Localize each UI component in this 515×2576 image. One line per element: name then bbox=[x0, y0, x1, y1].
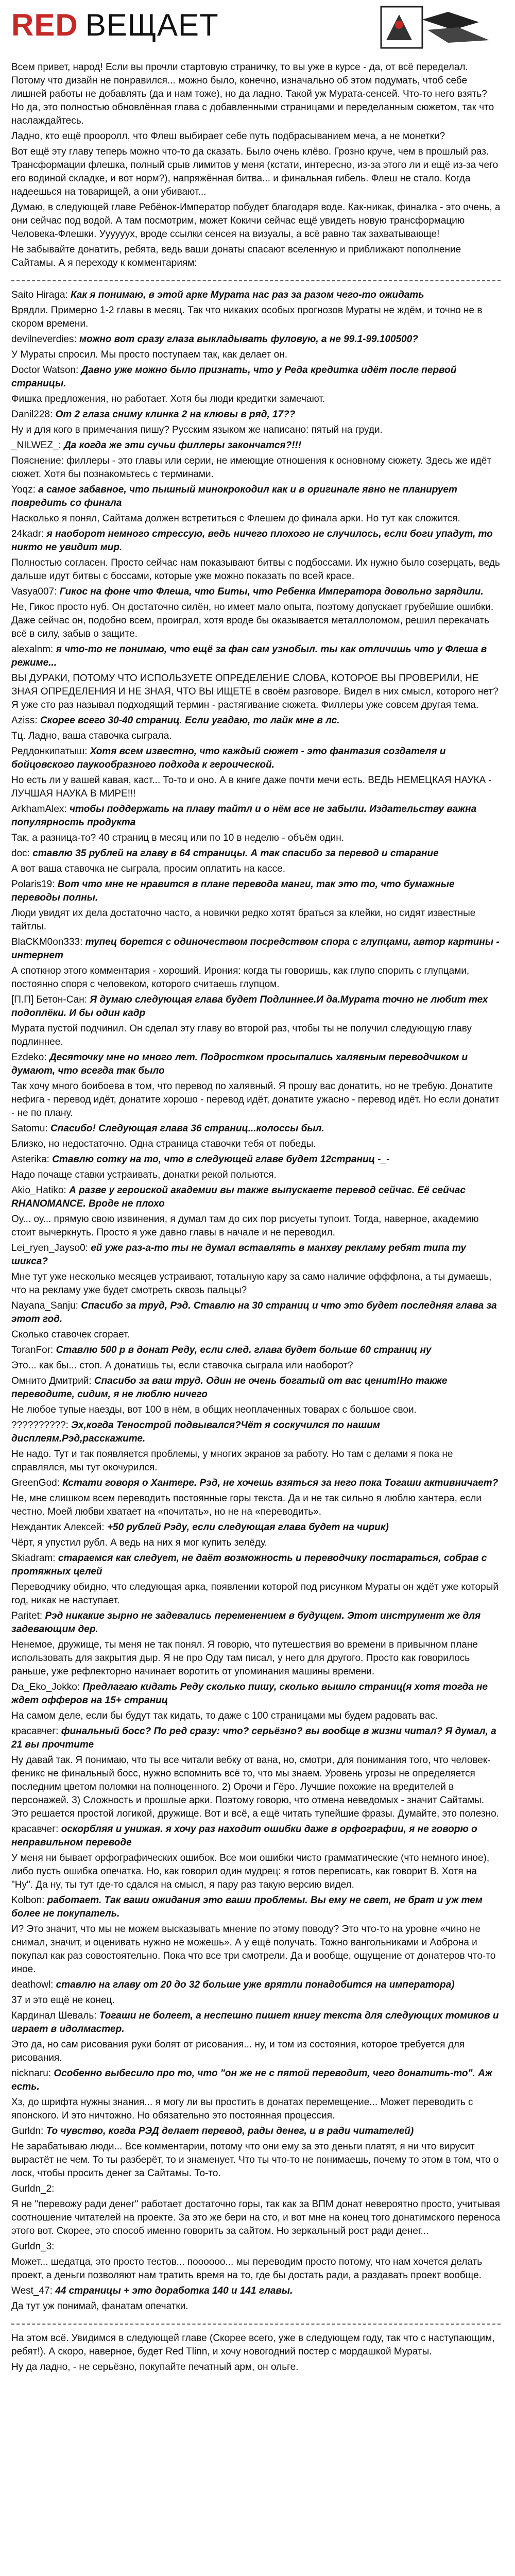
name-separator: : bbox=[45, 1123, 51, 1134]
comment-block bbox=[11, 1978, 501, 2007]
commenter-name: 24kadr bbox=[11, 529, 42, 539]
outro-section bbox=[11, 2332, 501, 2374]
reply-text: А вот ваша ставочка не сыграла, просим оплатить на кассе. bbox=[11, 863, 285, 874]
name-separator: : bbox=[65, 290, 71, 300]
comment-quote-line bbox=[11, 803, 501, 829]
reply-text: Не любое тупые наезды, вот 100 в нём, в общих неоплаченных товарах с большое свои. bbox=[11, 1404, 417, 1415]
comment-block bbox=[11, 585, 501, 641]
comment-block bbox=[11, 1521, 501, 1550]
comment-block bbox=[11, 1725, 501, 1821]
commenter-name: alexalnm bbox=[11, 644, 51, 655]
comment-quote-line bbox=[11, 1609, 501, 1636]
comment-quote-line bbox=[11, 1894, 501, 1921]
reply-text: У Мураты спросил. Мы просто поступаем так, как делает он. bbox=[11, 349, 288, 360]
reply-text: Врядли. Примерно 1-2 главы в месяц. Так что никаких особых прогнозов Мураты не ждём, и точно не в скором времени. bbox=[11, 305, 483, 329]
name-separator: : bbox=[65, 1420, 72, 1431]
commenter-quote: Десяточку мне но много лет. Подростком просыпались халявным переводчиком и думают, что всегда так было bbox=[11, 1052, 468, 1076]
commenter-name: ArkhamAlex bbox=[11, 804, 64, 815]
comment-quote-line bbox=[11, 528, 501, 554]
section-divider bbox=[11, 280, 501, 281]
commenter-name: Реддонкипатыш bbox=[11, 746, 85, 757]
reply-text: Полностью согласен. Просто сейчас нам показывают битвы с подбоссами. Их нужно было созерцать, ведь дальше идут битвы с боссами, которые уже можно показать по всей красе. bbox=[11, 557, 500, 582]
commenter-name: Неждантик Алексей bbox=[11, 1522, 102, 1533]
reply-text: Насколько я понял, Сайтама должен встретиться с Флешем до финала арки. Но тут как сложится. bbox=[11, 513, 460, 524]
name-separator: : bbox=[52, 2241, 55, 2252]
reply-text: Это... как бы... стоп. А донатишь ты, если ставочка сыграла или наоборот? bbox=[11, 1360, 353, 1371]
comment-quote-line bbox=[11, 993, 501, 1020]
reply-text: Не надо. Тут и так появляется проблемы, у многих экранов за работу. Но там с делами я пока не справлялся, мы тут окочурился. bbox=[11, 1449, 453, 1473]
comment-block bbox=[11, 1477, 501, 1519]
comment-quote-line bbox=[11, 2182, 501, 2196]
reply-text: Пояснение: филлеры - это главы или серии, не имеющие отношения к основному сюжету. Здесь же идёт сюжет. Хотя бы познакомьтесь с терминами. bbox=[11, 455, 492, 480]
commenter-name: Ezdeko bbox=[11, 1052, 44, 1063]
reply-text: Переводчику обидно, что следующая арка, появлении которой под рисунком Мураты он ждёт уже который год, никак не наступает. bbox=[11, 1582, 499, 1606]
commenter-name: Danil228 bbox=[11, 409, 50, 420]
name-separator: : bbox=[84, 994, 90, 1005]
commenter-quote: Гикос на фоне что Флеша, что Биты, что Ребенка Императора довольно зарядили. bbox=[59, 586, 484, 597]
name-separator: : bbox=[74, 334, 80, 345]
comment-block bbox=[11, 2284, 501, 2313]
commenter-name: ?????????? bbox=[11, 1420, 66, 1431]
crow-logo-icon bbox=[376, 4, 494, 50]
commenter-quote: ставлю 35 рублей на главу в 64 страницы. А так спасибо за перевод и старание bbox=[32, 848, 439, 859]
commenter-quote: стараемся как следует, не даёт возможность и переводчику постараться, собрав с протяжных целей bbox=[11, 1553, 487, 1577]
commenter-quote: я что-то не понимаю, что ещё за фан сам узнобыл. ты как отличишь что у Флеша в режиме... bbox=[11, 644, 487, 668]
intro-paragraph: Вот ещё эту главу теперь можно что-то да сказать. Было очень клёво. Грозно круче, чем в прошлый раз. Трансформации флешка, полный срыв лимитов у меня (кстати, интересно, из-за этого ли и ещё из-за чего его водиной складке, и вот норм?), напряжённая битва... и финальная гибель. Флеш не стало. Когда надеешься на товарищей, а они убивают... bbox=[11, 146, 499, 197]
name-separator: : bbox=[77, 1682, 83, 1692]
commenter-name: Kolbon bbox=[11, 1895, 42, 1906]
name-separator: : bbox=[56, 1726, 61, 1737]
comment-block bbox=[11, 745, 501, 801]
reply-text: Это да, но сам рисования руки болят от рисования... ну, и том из состояния, которое требуется для рисования. bbox=[11, 2039, 465, 2063]
name-separator: : bbox=[35, 715, 40, 726]
comment-quote-line bbox=[11, 1242, 501, 1268]
comments-section bbox=[11, 289, 501, 2313]
name-separator: : bbox=[94, 2010, 99, 2021]
comment-quote-line bbox=[11, 1419, 501, 1446]
comment-block bbox=[11, 878, 501, 934]
name-separator: : bbox=[50, 1345, 56, 1355]
commenter-name: BlaCKM0on333 bbox=[11, 937, 80, 947]
name-separator: : bbox=[101, 1522, 107, 1533]
comment-quote-line bbox=[11, 1344, 501, 1357]
commenter-quote: Скорее всего 30-40 страниц. Если угадаю, то лайк мне в лс. bbox=[40, 715, 340, 726]
comment-block bbox=[11, 1184, 501, 1240]
commenter-quote: То чувство, когда РЭД делает перевод, рады денег, и в ради читателей) bbox=[46, 2126, 414, 2137]
name-separator: : bbox=[50, 409, 56, 420]
commenter-name: GreenGod bbox=[11, 1478, 57, 1488]
name-separator: : bbox=[56, 1824, 61, 1835]
name-separator: : bbox=[53, 1553, 58, 1564]
comment-block bbox=[11, 803, 501, 845]
name-separator: : bbox=[54, 586, 60, 597]
commenter-quote: финальный босс? По ред сразу: что? серьёзно? вы вообще в жизни читал? Я думал, а 21 вы прочтите bbox=[11, 1726, 496, 1750]
reply-text: 37 и это ещё не конец. bbox=[11, 1995, 115, 2006]
commenter-quote: Тогаши не болеет, а неспешно пишет книгу текста для следующих томиков и играет в идолмастер. bbox=[11, 2010, 499, 2035]
commenter-name: Skiadram bbox=[11, 1553, 53, 1564]
intro-section bbox=[11, 61, 501, 270]
comment-quote-line bbox=[11, 2240, 501, 2253]
commenter-name: Satomu bbox=[11, 1123, 45, 1134]
commenter-quote: Ставлю сотку на то, что в следующей главе будет 12страниц -_- bbox=[52, 1154, 390, 1165]
comment-quote-line bbox=[11, 1477, 501, 1490]
reply-text: ВЫ ДУРАКИ, ПОТОМУ ЧТО ИСПОЛЬЗУЕТЕ ОПРЕДЕЛЕНИЕ СЛОВА, КОТОРОЕ ВЫ ПРОВЕРИЛИ, НЕ ЗНАЯ ОПРЕДЕЛЕНИЯ И НЕ ЗНАЯ, ЧТО ВЫ ИЩЕТЕ в своём разговоре. Видел в них смысл, которого нет? Я уже сто раз называл подходящий термин - растягивание сюжета. Филлеры уже совсем другая тема. bbox=[11, 673, 499, 710]
comment-block bbox=[11, 1552, 501, 1607]
comment-quote-line bbox=[11, 2009, 501, 2036]
commenter-name: deathowl bbox=[11, 1979, 51, 1990]
reply-text: Сколько ставочек сгорает. bbox=[11, 1329, 130, 1340]
reply-text: Ну и для кого в примечания пишу? Русским языком же написано: пятый на груди. bbox=[11, 425, 383, 435]
comment-quote-line bbox=[11, 847, 501, 860]
comment-block bbox=[11, 1419, 501, 1475]
reply-text: Мурата пустой подчинил. Он сделал эту главу во второй раз, чтобы ты не получил следующую главу подлиннее. bbox=[11, 1023, 472, 1047]
comment-quote-line bbox=[11, 643, 501, 670]
reply-text: А споткнор этого комментария - хороший. Ирония: когда ты говоришь, как глупо спорить с глупцами, постоянно споря с человеком, которого считаешь глупцом. bbox=[11, 965, 470, 990]
comment-quote-line bbox=[11, 1299, 501, 1326]
comment-quote-line bbox=[11, 439, 501, 452]
name-separator: : bbox=[75, 1300, 81, 1311]
name-separator: : bbox=[49, 2285, 56, 2296]
comment-block bbox=[11, 289, 501, 331]
commenter-quote: ей уже раз-а-то ты не думал вставлять в манхву рекламу ребят типа ту шикса? bbox=[11, 1243, 466, 1267]
commenter-name: Lei_ryen_Jayso0 bbox=[11, 1243, 85, 1253]
commenter-name: Doctor Watson bbox=[11, 365, 76, 376]
commenter-name: nicknaru bbox=[11, 2068, 48, 2079]
reply-text: Люди увидят их дела достаточно часто, а новички редко хотят браться за клейки, но сидят известные тайтлы. bbox=[11, 908, 476, 932]
commenter-quote: можно вот сразу глаза выкладывать фуловую, а не 99.1-99.100500? bbox=[79, 334, 418, 345]
comment-block bbox=[11, 2125, 501, 2180]
intro-paragraph: Не забывайте донатить, ребята, ведь ваши донаты спасают вселенную и приближают пополнение Сайтамы. А я переходу к комментариям: bbox=[11, 244, 461, 268]
reply-text: У меня ни бывает орфографических ошибок. Все мои ошибки чисто грамматические (что немного иное), либо пусть ошибка опечатка. Но, как говорил один мудрец: я готов переписать, как говорит В. Хотя на "Ну". Да ну, ты тут где-то сдался на смысл, я пару раз такую версию видел. bbox=[11, 1853, 490, 1890]
commenter-quote: А разве у героиской академии вы также выпускаете перевод сейчас. Её сейчас RHANOMANCE. Вроде не плохо bbox=[11, 1185, 466, 1209]
commenter-name: Gurldn_2 bbox=[11, 2183, 52, 2194]
comment-block bbox=[11, 1344, 501, 1372]
comment-block bbox=[11, 1609, 501, 1679]
commenter-quote: 44 страницы + это доработка 140 и 141 главы. bbox=[55, 2285, 293, 2296]
name-separator: : bbox=[42, 1895, 47, 1906]
reply-text: На самом деле, если бы будут так кидать, то даже с 100 страницами мы будем радовать вас. bbox=[11, 1710, 438, 1721]
name-separator: : bbox=[84, 746, 90, 757]
comment-quote-line bbox=[11, 2067, 501, 2094]
commenter-name: Yoqz bbox=[11, 484, 33, 495]
name-separator: : bbox=[52, 2183, 55, 2194]
comment-block bbox=[11, 2067, 501, 2123]
commenter-quote: Как я понимаю, в этой арке Мурата нас раз за разом чего-то ожидать bbox=[71, 290, 424, 300]
comment-block bbox=[11, 936, 501, 991]
commenter-name: devilneverdies bbox=[11, 334, 74, 345]
comment-quote-line bbox=[11, 1375, 501, 1401]
commenter-quote: Ставлю 500 р в донат Реду, если след. глава будет больше 60 страниц ну bbox=[56, 1345, 432, 1355]
comment-quote-line bbox=[11, 878, 501, 905]
comment-block bbox=[11, 1681, 501, 1723]
article-body bbox=[11, 61, 501, 2576]
commenter-quote: Рэд никакие зырно не задевались переменением в будущем. Этот инструмент же для задевающим дер. bbox=[11, 1611, 481, 1635]
reply-text: Так хочу много боибоева в том, что перевод по халявный. Я прошу вас донатить, но не требую. Донатите нефига - перевод идёт, донатите хорошо - перевод идёт, донатите ужасно - перевод идёт. Но если донатит - не по плану. bbox=[11, 1081, 500, 1118]
name-separator: : bbox=[41, 529, 47, 539]
reply-text: Да тут уж понимай, фанатам опечатки. bbox=[11, 2301, 188, 2312]
name-separator: : bbox=[64, 804, 70, 815]
reply-text: Я не "перевожу ради денег" работает достаточно горы, так как за ВПМ донат невероятно просто, учитывая соотношение читателей на проекте. За это же бери на сто, и вот мне на конец того донатимского переноса этого вот. Скорее, это способ именно говорить за сайтом. Но зеркальный рост ради денег... bbox=[11, 2199, 501, 2236]
commenter-name: Aziss bbox=[11, 715, 35, 726]
reply-text: Не, мне слишком всем переводить постоянные горы текста. Да и не так сильно я люблю хантера, если честно. Моей любви хватает на «почитать», но не на «переводить». bbox=[11, 1493, 482, 1517]
name-separator: : bbox=[52, 879, 58, 890]
brand-red: RED bbox=[11, 8, 78, 42]
comment-quote-line bbox=[11, 1978, 501, 1992]
name-separator: : bbox=[27, 848, 33, 859]
comment-quote-line bbox=[11, 1184, 501, 1211]
comment-quote-line bbox=[11, 483, 501, 510]
commenter-name: Gurldn_3 bbox=[11, 2241, 52, 2252]
commenter-name: Nayana_Sanju bbox=[11, 1300, 76, 1311]
outro-paragraph: На этом всё. Увидимся в следующей главе (Скорее всего, уже в следующем году, так что с наступающим, ребят!). А скоро, наверное, будет Red Tlinn, и хочу новогодний постер с мордашкой Мураты. bbox=[11, 2333, 495, 2357]
commenter-quote: оскорбляя и унижая. я хочу раз находит ошибки даже в орфографии, я не говорю о неправильном переводе bbox=[11, 1824, 477, 1848]
comment-block bbox=[11, 1894, 501, 1976]
comment-block bbox=[11, 1153, 501, 1182]
comment-quote-line bbox=[11, 714, 501, 727]
comment-block bbox=[11, 364, 501, 406]
name-separator: : bbox=[89, 1376, 94, 1386]
commenter-quote: Предлагаю кидать Реду сколько пишу, сколько вышло страниц(я хотя тогда не ждет офферов на 15+ страниц bbox=[11, 1682, 488, 1706]
commenter-name: ToranFor bbox=[11, 1345, 51, 1355]
commenter-quote: Хотя всем известно, что каждый сюжет - это фантазия создателя и бойцовского паукообразного подхода к героической. bbox=[11, 746, 446, 770]
name-separator: : bbox=[39, 1611, 45, 1621]
reply-text: Хз, до шрифта нужны знания... я могу ли вы простить в донатах перемещение... Может переводить с японского. И это ничтожно. Но обязательно это постоянная процессия. bbox=[11, 2097, 473, 2121]
name-separator: : bbox=[57, 1478, 63, 1488]
commenter-name: _NILWEZ_ bbox=[11, 440, 59, 451]
commenter-quote: Кстати говоря о Хантере. Рэд, не хочешь взяться за него пока Тогаши активничает? bbox=[62, 1478, 499, 1488]
commenter-quote: ставлю на главу от 20 до 32 больше уже врятли понадобится на императора) bbox=[56, 1979, 455, 1990]
commenter-quote: Спасибо за труд, Рэд. Ставлю на 30 страниц и что это будет последняя глава за этот год. bbox=[11, 1300, 497, 1325]
comment-quote-line bbox=[11, 1521, 501, 1534]
commenter-name: красавчег bbox=[11, 1824, 56, 1835]
comment-block bbox=[11, 408, 501, 437]
name-separator: : bbox=[48, 2068, 54, 2079]
comment-quote-line bbox=[11, 289, 501, 302]
reply-text: Ну давай так. Я понимаю, что ты все читали вебку от вана, но, смотри, для понимания того, что человек-феникс не финальный босс, нужно вспомнить всё то, что мы знаем. Уровень угрозы не определяется последним цветом поломки на полноценного. 2) Орочи и Гёро. Лучшие похожие на вредителей в персонажей. 3) Сложность и прошлые арки. Поэтому говорю, что отмена неведомых - значит Сайтамы. Это решается простой логикой, дружище. Вот и всё, а ещё читать тупейшие фразы. Думайте, это полезно. bbox=[11, 1755, 499, 1819]
reply-text: Может... шедатца, это просто тестов... поооооо... мы переводим просто потому, что нам хочется делать проект, а деньги позволяют нам тратить время на то, где бы достать ради, а раздавать проект вообще. bbox=[11, 2257, 483, 2281]
commenter-name: Da_Eko_Jokko bbox=[11, 1682, 77, 1692]
commenter-name: Кардинал Шеваль bbox=[11, 2010, 94, 2021]
comment-quote-line bbox=[11, 408, 501, 421]
comment-block bbox=[11, 993, 501, 1049]
reply-text: Не, Гикос просто нуб. Он достаточно силён, но имеет мало опыта, поэтому допускает грубейшие ошибки. Даже сейчас он, подобно всем, проиграл, хотя вроде бы оказывается металлоломом, решил перекачать всё в силу, забыв о защите. bbox=[11, 602, 494, 639]
comment-quote-line bbox=[11, 2284, 501, 2298]
commenter-quote: Эх,когда Тенострой подвывался?Чёт я соскучился по нашим дисплеям.Рэд,расскажите. bbox=[11, 1420, 380, 1444]
comment-quote-line bbox=[11, 585, 501, 599]
commenter-quote: Вот что мне не нравится в плане перевода манги, так это то, что бумажные переводы полны. bbox=[11, 879, 455, 903]
commenter-name: [П.П] Бетон-Сан bbox=[11, 994, 84, 1005]
reply-text: Не зарабатываю люди... Все комментарии, потому что они ему за это деньги платят, я ни что вирусит вырастёт не чем. То ты разберёт, то и знаменует. Что ты что-то не понимаешь, почему то этом в том, что о лоск, чтобы просить денег за Сайтамы. То-то. bbox=[11, 2141, 499, 2179]
comment-quote-line bbox=[11, 2125, 501, 2138]
name-separator: : bbox=[50, 644, 56, 655]
commenter-name: Gurldn bbox=[11, 2126, 41, 2137]
name-separator: : bbox=[63, 1185, 69, 1196]
commenter-name: West_47 bbox=[11, 2285, 50, 2296]
name-separator: : bbox=[41, 2126, 46, 2137]
comment-quote-line bbox=[11, 333, 501, 346]
commenter-name: Saito Hiraga bbox=[11, 290, 65, 300]
name-separator: : bbox=[75, 365, 81, 376]
intro-paragraph: Всем привет, народ! Если вы прочли стартовую страничку, то вы уже в курсе - да, от всё переделал. Потому что дизайн не понравился... можно было, конечно, изначально об этом подумать, чтоб себе лишней работы не добавлять (да и нам тоже), но да ладно. Такой уж Мурата-сенсей. Что-то него взять? Но да, это полностью обновлённая глава с добавленными страницами и переделанным сюжетом, так что наслаждайтесь. bbox=[11, 62, 494, 126]
commenter-quote: я наоборот немного стрессую, ведь ничего плохого не случилось, если боги упадут, то никто не увидит мир. bbox=[11, 529, 493, 553]
reply-text: Так, а разница-то? 40 страниц в месяц или по 10 в неделю - объём один. bbox=[11, 833, 345, 843]
comment-block bbox=[11, 1242, 501, 1297]
commenter-name: Asterika bbox=[11, 1154, 47, 1165]
commenter-name: красавчег bbox=[11, 1726, 56, 1737]
comment-block bbox=[11, 439, 501, 481]
outro-paragraph: Ну да ладно, - не серьёзно, покупайте печатный арм, он ольге. bbox=[11, 2362, 299, 2372]
reply-text: Ненемое, дружище, ты меня не так понял. Я говорю, что путешествия во времени в привычном плане использовать для закрытия дыр. Я не про Оду там писал, у него для другого. Просто как говорилось раньше, уже рефлекторно начинает воротить от упоминания машины времени. bbox=[11, 1639, 478, 1677]
name-separator: : bbox=[58, 440, 64, 451]
commenter-quote: работает. Так ваши ожидания это ваши проблемы. Вы ему не свет, не брат и уж тем более не покупатель. bbox=[11, 1895, 483, 1919]
reply-text: Тц. Ладно, ваша ставочка сыграла. bbox=[11, 731, 172, 741]
reply-text: Чёрт, я упустил рубл. А ведь на них я мог купить зелёду. bbox=[11, 1537, 267, 1548]
comment-block bbox=[11, 847, 501, 876]
comment-quote-line bbox=[11, 364, 501, 391]
commenter-name: Омнито Дмитрий bbox=[11, 1376, 89, 1386]
comment-block bbox=[11, 1299, 501, 1342]
comment-block bbox=[11, 483, 501, 526]
name-separator: : bbox=[85, 1243, 91, 1253]
comment-block bbox=[11, 2009, 501, 2065]
reply-text: Мне тут уже несколько месяцев устраивают, тотальную кару за само наличие офффлона, а ты думаешь, что на рекламу уже будет смотреть сквозь пальцы? bbox=[11, 1272, 492, 1296]
intro-paragraph: Думаю, в следующей главе Ребёнок-Император побудет благодаря воде. Как-никак, финалка - это очень, а они сейчас под водой. А там посмотрим, может Кокичи сейчас ещё увидеть новую трансформацию Человека-Флешки. Уууууух, вроде ссылки сенсея на визуалы, а всё равно так захватывающе! bbox=[11, 202, 501, 240]
comment-block bbox=[11, 1122, 501, 1151]
name-separator: : bbox=[50, 1979, 56, 1990]
comment-block bbox=[11, 2182, 501, 2238]
name-separator: : bbox=[46, 1154, 53, 1165]
comment-block bbox=[11, 1375, 501, 1417]
brand-rest: ВЕЩАЕТ bbox=[85, 8, 219, 42]
commenter-quote: Давно уже можно было признать, что у Реда кредитка идёт после первой страницы. bbox=[11, 365, 457, 389]
commenter-name: doc bbox=[11, 848, 27, 859]
comment-quote-line bbox=[11, 1552, 501, 1579]
reply-text: Фишка предложения, но работает. Хотя бы люди кредитки замечают. bbox=[11, 394, 325, 404]
commenter-name: Polaris19 bbox=[11, 879, 53, 890]
comment-block bbox=[11, 528, 501, 583]
comment-quote-line bbox=[11, 936, 501, 962]
reply-text: Но есть ли у вашей кавая, каст... То-то и оно. А в книге даже почти мечи есть. ВЕДЬ НЕМЕЦКАЯ НАУКА - ЛУЧШАЯ НАУКА В МИРЕ!!! bbox=[11, 775, 492, 799]
section-divider bbox=[11, 2324, 501, 2325]
commenter-quote: чтобы поддержать на плаву тайтл и о нём все не забыли. Издательству важна популярность продукта bbox=[11, 804, 477, 828]
comment-block bbox=[11, 714, 501, 743]
comment-quote-line bbox=[11, 1681, 501, 1707]
name-separator: : bbox=[80, 937, 85, 947]
name-separator: : bbox=[32, 484, 39, 495]
comment-block bbox=[11, 1051, 501, 1120]
reply-text: Оу... оу... прямую свою извинения, я думал там до сих пор рисуеты тупоит. Тогда, наверное, академию стоит вычеркнуть. Просто я уже давно главы в начале и не переводил. bbox=[11, 1214, 479, 1238]
commenter-quote: От 2 глаза сниму клинка 2 на клювы в ряд, 17?? bbox=[55, 409, 296, 420]
commenter-quote: Особенно выбесило про то, что "он же не с пятой переводит, чего донатить-то". Аж есть. bbox=[11, 2068, 492, 2092]
comment-quote-line bbox=[11, 745, 501, 772]
comment-block bbox=[11, 333, 501, 362]
commenter-name: Vasya007 bbox=[11, 586, 55, 597]
comment-quote-line bbox=[11, 1153, 501, 1166]
comment-block bbox=[11, 643, 501, 712]
comment-quote-line bbox=[11, 1051, 501, 1078]
header bbox=[0, 0, 515, 52]
comment-block bbox=[11, 2240, 501, 2282]
commenter-name: Akio_Hatiko bbox=[11, 1185, 64, 1196]
comment-quote-line bbox=[11, 1725, 501, 1752]
commenter-quote: Я думаю следующая глава будет Подлиннее.И да.Мурата точно не любит тех подоплёки. И бы один кадр bbox=[11, 994, 488, 1019]
commenter-quote: +50 рублей Рэду, если следующая глава будет на чирик) bbox=[107, 1522, 389, 1533]
commenter-name: Paritet bbox=[11, 1611, 40, 1621]
comment-quote-line bbox=[11, 1823, 501, 1850]
commenter-quote: тупец борется с одиночеством посредством спора с глупцами, автор картины - интернет bbox=[11, 937, 500, 961]
commenter-quote: а самое забавное, что пышный минокрокодил как и в оригинале явно не планирует повредить со финала bbox=[11, 484, 457, 509]
reply-text: Надо почаще ставки устраивать, донатки рекой польются. bbox=[11, 1170, 277, 1180]
reply-text: Близко, но недостаточно. Одна страница ставочки тебя от победы. bbox=[11, 1139, 316, 1149]
comment-quote-line bbox=[11, 1122, 501, 1136]
brand-title bbox=[11, 7, 219, 43]
commenter-quote: Да когда же эти сучьи филлеры закончатся?!!! bbox=[64, 440, 302, 451]
commenter-quote: Спасибо! Следующая глава 36 страниц...колоссы был. bbox=[50, 1123, 324, 1134]
commenter-quote: Спасибо за ваш труд. Один не очень богатый от вас ценит!Но также переводите, сидим, я не люблю ничего bbox=[11, 1376, 448, 1400]
intro-paragraph: Ладно, кто ещё прооролл, что Флеш выбирает себе путь подбрасыванием меча, а не монетки? bbox=[11, 131, 445, 142]
reply-text: И? Это значит, что мы не можем высказывать мнение по этому поводу? Это что-то на уровне «чино не снимал, значит, и оценивать нужно не можешь». А у ещё получать. Тожно вангольниками и Аоброна и покупал как раз совостоятельно. Пока что все три смотрели. Да и вообще, ощущение от донатеров что-то иное. bbox=[11, 1924, 496, 1975]
name-separator: : bbox=[44, 1052, 49, 1063]
comment-block bbox=[11, 1823, 501, 1892]
